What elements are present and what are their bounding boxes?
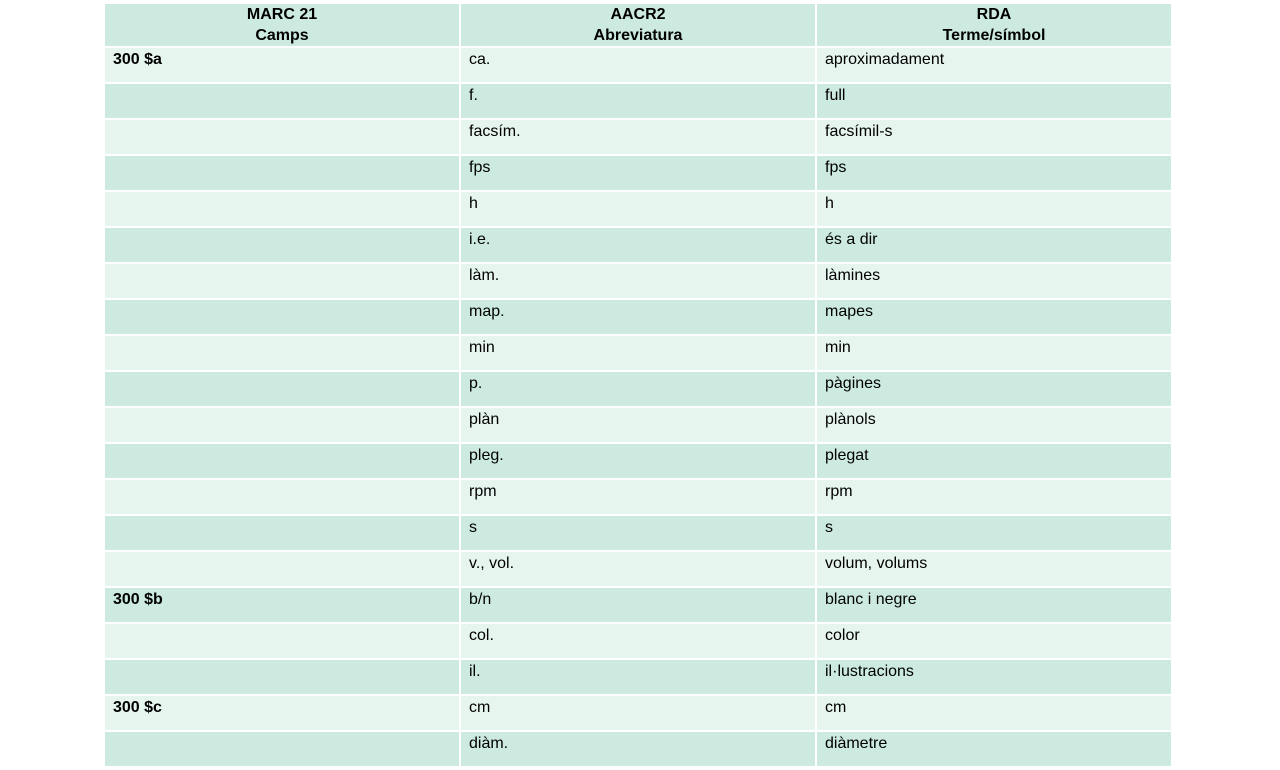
table-row — [104, 47, 1172, 83]
abbreviations-table — [103, 2, 1173, 768]
marc-field-cell — [104, 119, 460, 155]
marc-field-cell — [104, 515, 460, 551]
marc-field-cell: 300 $c — [104, 695, 460, 731]
rda-term-cell: aproximadament — [816, 47, 1172, 83]
header-marc21 — [104, 3, 460, 47]
aacr2-abbreviation-cell: fps — [460, 155, 816, 191]
marc-field-cell — [104, 227, 460, 263]
marc-field-cell — [104, 731, 460, 767]
rda-term-cell: és a dir — [816, 227, 1172, 263]
marc-field-cell — [104, 335, 460, 371]
rda-term-cell: cm — [816, 695, 1172, 731]
header-aacr2 — [460, 3, 816, 47]
aacr2-abbreviation-cell: làm. — [460, 263, 816, 299]
marc-field-cell — [104, 299, 460, 335]
aacr2-abbreviation-cell: min — [460, 335, 816, 371]
rda-term-cell: plegat — [816, 443, 1172, 479]
header-rda-line2: Terme/símbol — [942, 27, 1046, 44]
table-row — [104, 119, 1172, 155]
aacr2-abbreviation-cell: ca. — [460, 47, 816, 83]
header-marc21-line2: Camps — [255, 27, 309, 44]
aacr2-abbreviation-cell: pleg. — [460, 443, 816, 479]
table-row — [104, 659, 1172, 695]
aacr2-abbreviation-cell: f. — [460, 83, 816, 119]
aacr2-abbreviation-cell: cm — [460, 695, 816, 731]
aacr2-abbreviation-cell: b/n — [460, 587, 816, 623]
table-row — [104, 155, 1172, 191]
aacr2-abbreviation-cell: col. — [460, 623, 816, 659]
marc-field-cell — [104, 551, 460, 587]
table-row — [104, 407, 1172, 443]
header-marc21-line1: MARC 21 — [246, 6, 318, 23]
marc-field-cell — [104, 623, 460, 659]
rda-term-cell: s — [816, 515, 1172, 551]
table-row — [104, 191, 1172, 227]
rda-term-cell: blanc i negre — [816, 587, 1172, 623]
aacr2-abbreviation-cell: facsím. — [460, 119, 816, 155]
rda-term-cell: il·lustracions — [816, 659, 1172, 695]
table-row — [104, 299, 1172, 335]
aacr2-abbreviation-cell: s — [460, 515, 816, 551]
rda-term-cell: rpm — [816, 479, 1172, 515]
rda-term-cell: volum, volums — [816, 551, 1172, 587]
aacr2-abbreviation-cell: h — [460, 191, 816, 227]
rda-term-cell: h — [816, 191, 1172, 227]
table-row — [104, 443, 1172, 479]
rda-term-cell: làmines — [816, 263, 1172, 299]
header-aacr2-line1: AACR2 — [610, 6, 666, 23]
marc-field-cell — [104, 659, 460, 695]
rda-term-cell: color — [816, 623, 1172, 659]
aacr2-abbreviation-cell: plàn — [460, 407, 816, 443]
aacr2-abbreviation-cell: diàm. — [460, 731, 816, 767]
rda-term-cell: mapes — [816, 299, 1172, 335]
table-row — [104, 479, 1172, 515]
table-row — [104, 623, 1172, 659]
table-row — [104, 587, 1172, 623]
table-row — [104, 551, 1172, 587]
marc-field-cell — [104, 371, 460, 407]
marc-field-cell — [104, 479, 460, 515]
table-body — [104, 47, 1172, 767]
aacr2-abbreviation-cell: map. — [460, 299, 816, 335]
table-row — [104, 335, 1172, 371]
marc-field-cell — [104, 155, 460, 191]
table-row — [104, 227, 1172, 263]
rda-term-cell: pàgines — [816, 371, 1172, 407]
marc-field-cell: 300 $b — [104, 587, 460, 623]
aacr2-abbreviation-cell: il. — [460, 659, 816, 695]
rda-term-cell: full — [816, 83, 1172, 119]
aacr2-abbreviation-cell: p. — [460, 371, 816, 407]
aacr2-abbreviation-cell: v., vol. — [460, 551, 816, 587]
table-row — [104, 695, 1172, 731]
table-row — [104, 515, 1172, 551]
marc-field-cell — [104, 191, 460, 227]
header-rda-line1: RDA — [976, 6, 1012, 23]
marc-field-cell — [104, 83, 460, 119]
header-aacr2-line2: Abreviatura — [593, 27, 683, 44]
table-header-row — [104, 3, 1172, 47]
rda-term-cell: fps — [816, 155, 1172, 191]
rda-term-cell: plànols — [816, 407, 1172, 443]
marc-field-cell — [104, 407, 460, 443]
table-row — [104, 731, 1172, 767]
marc-field-cell — [104, 263, 460, 299]
table-row — [104, 83, 1172, 119]
marc-field-cell: 300 $a — [104, 47, 460, 83]
table-row — [104, 263, 1172, 299]
rda-term-cell: facsímil-s — [816, 119, 1172, 155]
marc-field-cell — [104, 443, 460, 479]
aacr2-abbreviation-cell: i.e. — [460, 227, 816, 263]
rda-term-cell: min — [816, 335, 1172, 371]
header-rda — [816, 3, 1172, 47]
aacr2-abbreviation-cell: rpm — [460, 479, 816, 515]
table-row — [104, 371, 1172, 407]
rda-term-cell: diàmetre — [816, 731, 1172, 767]
